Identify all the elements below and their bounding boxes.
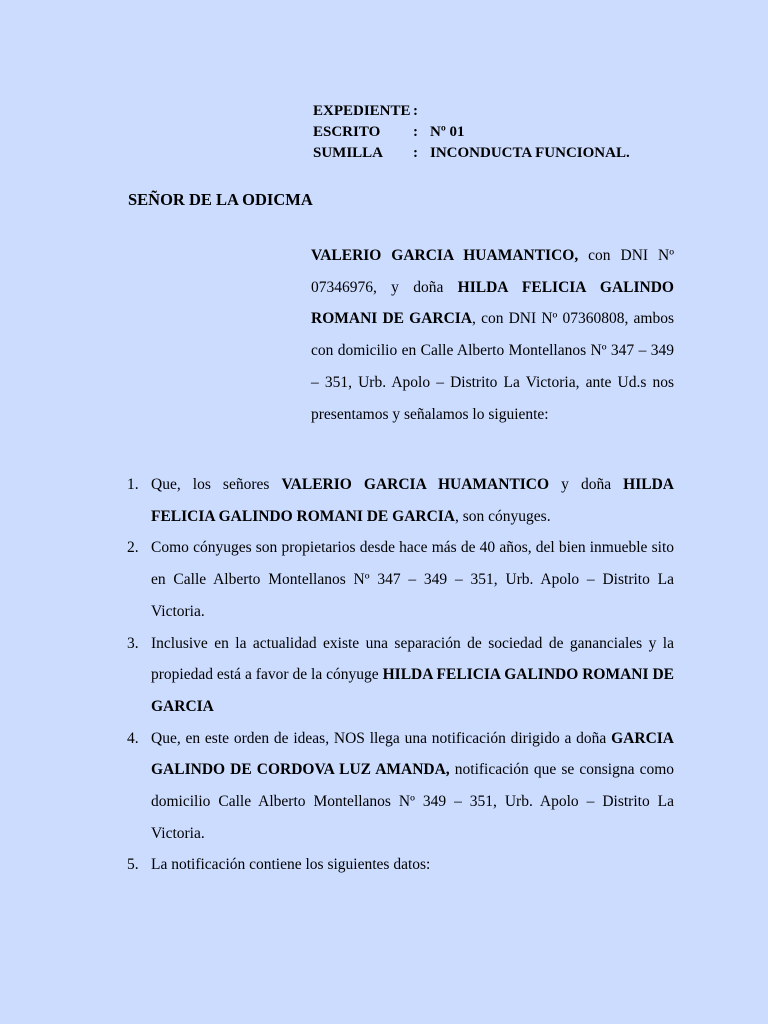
expediente-label: EXPEDIENTE — [313, 103, 411, 119]
item-text-run: La notificación contiene los siguientes datos: — [151, 856, 431, 874]
sumilla-value: INCONDUCTA FUNCIONAL. — [430, 145, 630, 161]
item-text-run: , son cónyuges. — [455, 507, 551, 525]
list-item-text — [151, 532, 674, 627]
list-item-number: 3. — [127, 634, 139, 652]
item-bold-name: HILDA FELICIA GALINDO ROMANI DE GARCIA — [151, 666, 674, 715]
list-item — [116, 469, 674, 532]
petitioner-name-1: VALERIO GARCIA HUAMANTICO, — [311, 247, 579, 264]
intro-text-2: , con DNI Nº 07360808, ambos con domicilio en Calle Alberto Montellanos Nº 347 – 349 – 351, Urb. Apolo – Distrito La Victoria, ante Ud.s nos presentamos y señalamos lo siguiente: — [311, 310, 674, 423]
escrito-label: ESCRITO — [313, 124, 381, 140]
list-item — [116, 723, 674, 850]
list-item-text — [151, 849, 674, 881]
item-bold-name: HILDA FELICIA GALINDO ROMANI DE GARCIA — [151, 476, 674, 525]
item-text-run: Que, los señores — [151, 476, 282, 493]
list-item-text — [151, 628, 674, 723]
list-item — [116, 628, 674, 723]
item-text-run: Como cónyuges son propietarios desde hace más de 40 años, del bien inmueble sito en Calle Alberto Montellanos Nº 347 – 349 – 351, Urb. Apolo – Distrito La Victoria. — [151, 539, 674, 620]
petitioner-name-2: HILDA FELICIA GALINDO ROMANI DE GARCIA — [311, 278, 674, 328]
item-text-run: Que, en este orden de ideas, NOS llega una notificación dirigido a doña — [151, 729, 612, 747]
header-separator: : — [413, 124, 418, 140]
sumilla-label: SUMILLA — [313, 145, 384, 161]
list-item-number: 1. — [127, 476, 139, 493]
case-header — [313, 101, 630, 164]
item-bold-name: VALERIO GARCIA HUAMANTICO — [281, 476, 550, 493]
header-row-escrito — [313, 122, 630, 143]
list-item-number: 5. — [127, 856, 139, 874]
list-item — [116, 849, 674, 881]
item-text-run: Inclusive en la actualidad existe una separación de sociedad de gananciales y la propiedad está a favor de la cónyuge — [151, 634, 674, 684]
list-item-text — [151, 469, 674, 532]
numbered-list — [116, 469, 674, 881]
escrito-value: Nº 01 — [430, 124, 465, 140]
list-item-number: 2. — [127, 539, 139, 557]
item-text-run: notificación que se consigna como domicilio Calle Alberto Montellanos Nº 349 – 351, Urb. Apolo – Distrito La Victoria. — [151, 761, 674, 842]
list-item-number: 4. — [127, 729, 139, 747]
header-row-expediente — [313, 101, 630, 122]
item-text-run: y doña — [549, 476, 624, 493]
header-separator: : — [413, 145, 418, 161]
intro-paragraph — [311, 240, 674, 430]
list-item — [116, 532, 674, 627]
intro-text-1: con DNI Nº 07346976, y doña — [311, 247, 674, 296]
addressee-heading: SEÑOR DE LA ODICMA — [128, 190, 313, 209]
item-bold-name: GARCIA GALINDO DE CORDOVA LUZ AMANDA, — [151, 729, 674, 779]
header-separator: : — [413, 103, 418, 119]
list-item-text — [151, 723, 674, 850]
header-row-sumilla — [313, 143, 630, 164]
